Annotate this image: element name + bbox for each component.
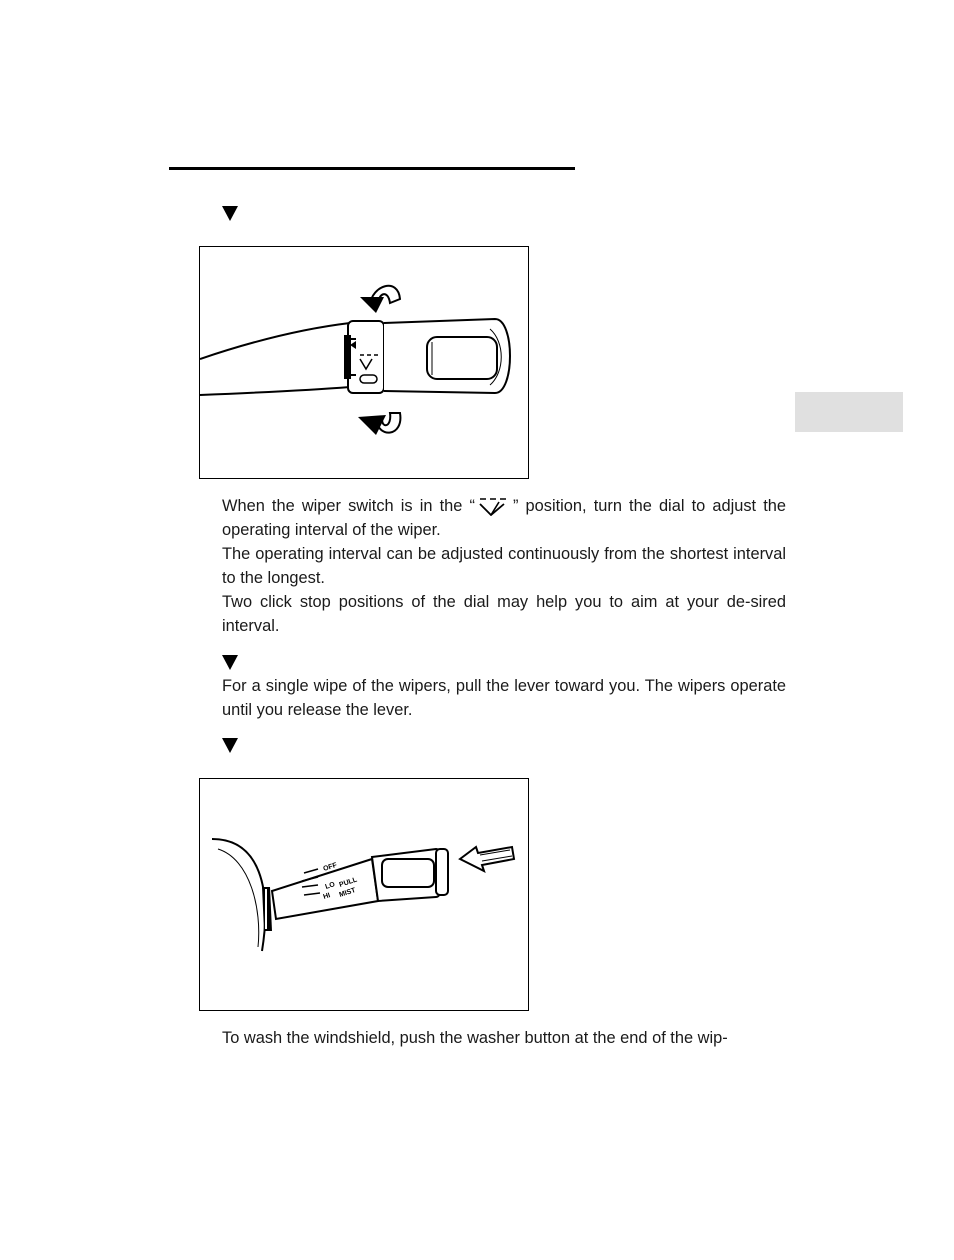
lever-label-pull: PULL: [338, 876, 359, 889]
washer-button-illustration: [200, 779, 528, 1010]
washer-paragraph-1: To wash the windshield, push the washer button at the end of the wip-: [222, 1029, 728, 1047]
chapter-tab: [795, 392, 903, 432]
washer-description: [222, 1026, 786, 1050]
intermittent-paragraph-2: The operating interval can be adjusted continuously from the shortest interval to the longest.: [222, 545, 786, 587]
intermittent-description: [222, 494, 786, 638]
intermittent-text-before-icon: When the wiper switch is in the “: [222, 497, 475, 515]
lever-label-off: OFF: [322, 861, 338, 873]
lever-label-hi: HI: [322, 892, 332, 901]
triangle-down-icon: [222, 206, 238, 221]
intermittent-text-after-icon: ” position, turn the dial to adjust the operating interval of the wiper.: [222, 497, 786, 539]
mist-description: [222, 674, 786, 722]
triangle-down-icon: [222, 738, 238, 753]
section-header-rule: [169, 167, 575, 170]
intermittent-paragraph-3: Two click stop positions of the dial may help you to aim at your de-sired interval.: [222, 593, 786, 635]
intermittent-wiper-icon: [477, 496, 511, 516]
mist-paragraph-1: For a single wipe of the wipers, pull the lever toward you. The wipers operate until you release the lever.: [222, 677, 786, 719]
washer-figure: [199, 778, 529, 1011]
lever-label-mist: MIST: [338, 887, 357, 899]
triangle-down-icon: [222, 655, 238, 670]
intermittent-paragraph-1: [222, 494, 786, 542]
lever-label-lo: LO: [324, 881, 336, 891]
wiper-dial-figure: [199, 246, 529, 479]
wiper-dial-illustration: [200, 247, 528, 478]
